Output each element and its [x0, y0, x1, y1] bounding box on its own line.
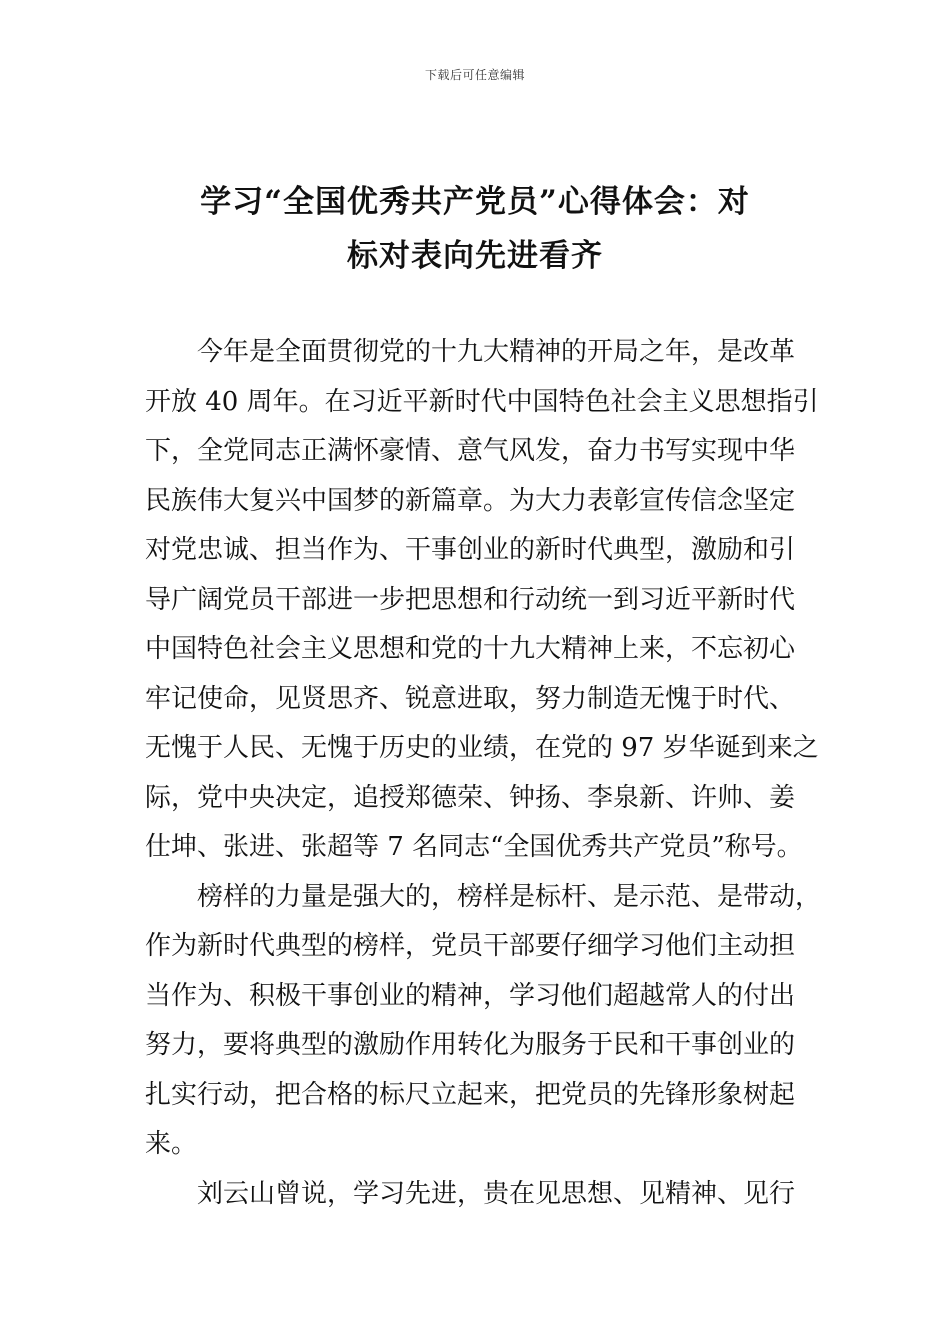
header-note: 下载后可任意编辑: [424, 68, 525, 82]
document-body: [145, 328, 822, 1219]
paragraph-line: 刘云山曾说，学习先进，贵在见思想、见精神、见行: [197, 1178, 796, 1209]
title-line-1: 学习“全国优秀共产党员”心得体会：对: [200, 184, 750, 220]
paragraph-line: 下，全党同志正满怀豪情、意气风发，奋力书写实现中华: [145, 436, 796, 466]
paragraph-line: 扎实行动，把合格的标尺立起来，把党员的先锋形象树起: [145, 1079, 796, 1110]
paragraph-line: 开放 40 周年。在习近平新时代中国特色社会主义思想指引: [145, 386, 819, 417]
paragraph-line: 牢记使命，见贤思齐、锐意进取，努力制造无愧于时代、: [145, 683, 796, 714]
title-line-2: 标对表向先进看齐: [347, 238, 603, 274]
paragraph-3: [145, 1170, 815, 1220]
paragraph-line: 作为新时代典型的榜样，党员干部要仔细学习他们主动担: [145, 931, 796, 961]
document-title: [150, 175, 800, 283]
paragraph-line: 际，党中央决定，追授郑德荣、钟扬、李泉新、许帅、姜: [145, 782, 796, 813]
paragraph-line: 当作为、积极干事创业的精神，学习他们超越常人的付出: [145, 980, 796, 1011]
paragraph-line: 榜样的力量是强大的，榜样是标杆、是示范、是带动，: [197, 881, 822, 912]
paragraph-line: 来。: [145, 1129, 198, 1159]
paragraph-line: 对党忠诚、担当作为、干事创业的新时代典型，激励和引: [145, 535, 796, 565]
paragraph-line: 民族伟大复兴中国梦的新篇章。为大力表彰宣传信念坚定: [145, 485, 796, 516]
paragraph-line: 努力，要将典型的激励作用转化为服务于民和干事创业的: [145, 1030, 796, 1060]
paragraph-2: [145, 873, 822, 1170]
paragraph-line: 仕坤、张进、张超等 7 名同志“全国优秀共产党员”称号。: [145, 832, 803, 862]
paragraph-line: 导广阔党员干部进一步把思想和行动统一到习近平新时代: [145, 584, 796, 615]
paragraph-line: 无愧于人民、无愧于历史的业绩，在党的 97 岁华诞到来之: [145, 733, 819, 763]
paragraph-line: 中国特色社会主义思想和党的十九大精神上来，不忘初心: [145, 634, 796, 664]
paragraph-1: [145, 328, 819, 873]
paragraph-line: 今年是全面贯彻党的十九大精神的开局之年，是改革: [197, 337, 796, 367]
